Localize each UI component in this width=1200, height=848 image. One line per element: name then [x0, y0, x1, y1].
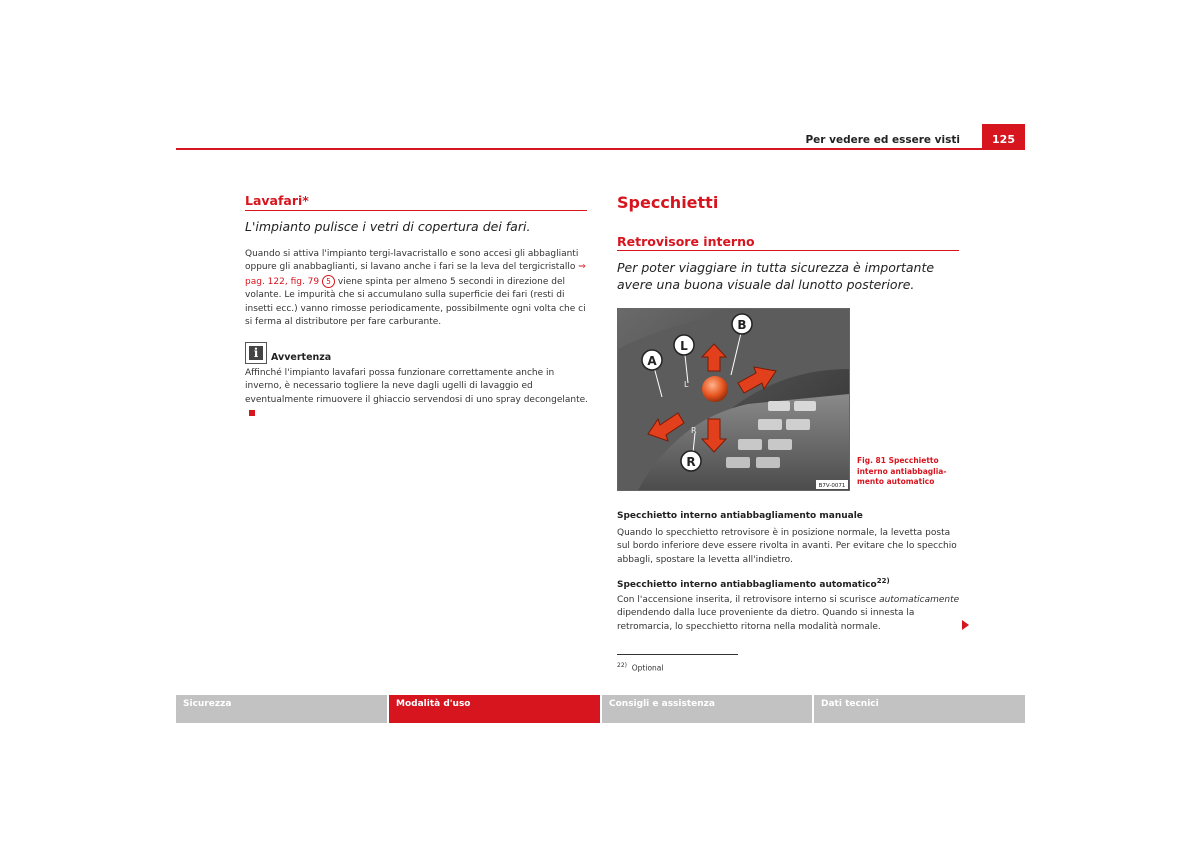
auto-text-italic: automaticamente	[879, 595, 960, 605]
callout-circle: 5	[322, 275, 335, 288]
section-rule-right	[617, 250, 959, 251]
window-switch-7	[726, 457, 750, 468]
window-switch-6	[768, 439, 792, 450]
window-switch-3	[758, 419, 782, 430]
label-r-badge	[681, 451, 701, 471]
figure-caption-line-2: interno antiabbaglia-	[857, 466, 947, 476]
manual-mirror-text: Quando lo specchietto retrovisore è in posizione normale, la levetta posta sul bordo inferiore deve essere rivolta in avanti. Per evitare che lo specchio abbagli, spostare la levetta all'indietro.	[617, 528, 957, 565]
footer-tab-sicurezza[interactable]: Sicurezza	[176, 695, 387, 723]
window-switch-8	[756, 457, 780, 468]
label-a-badge	[642, 350, 662, 370]
footer-tab-dati-tecnici[interactable]: Dati tecnici	[814, 695, 1025, 723]
footnote-rule	[617, 654, 738, 655]
auto-mirror-text	[617, 594, 962, 634]
footnote-text: Optional	[631, 663, 664, 673]
auto-mirror-title-text: Specchietto interno antiabbagliamento automatico	[617, 580, 877, 590]
mirror-illustration	[618, 309, 849, 490]
section-heading-retrovisore: Retrovisore interno	[617, 234, 755, 249]
continue-arrow-icon	[962, 620, 969, 630]
auto-mirror-title	[617, 577, 890, 590]
figure-caption	[857, 456, 946, 488]
mark-l-small: L	[684, 380, 689, 389]
retrovisore-intro: Per poter viaggiare in tutta sicurezza è importante avere una buona visuale dal lunotto posteriore.	[617, 260, 935, 292]
header-rule	[176, 148, 1025, 150]
window-switch-4	[786, 419, 810, 430]
mark-r-small: R	[691, 426, 697, 435]
figure-mirror-controls	[617, 308, 850, 491]
manual-mirror-title: Specchietto interno antiabbagliamento manuale	[617, 511, 863, 521]
warning-text: Affinché l'impianto lavafari possa funzionare correttamente anche in inverno, è necessario togliere la neve dagli ugelli di lavaggio ed eventualmente rimuovere il ghiaccio servendosi di uno spray decongelante.	[245, 368, 589, 405]
auto-text-1: Con l'accensione inserita, il retrovisore interno si scurisce	[617, 595, 880, 605]
lavafari-text-1: Quando si attiva l'impianto tergi-lavacristallo e sono accesi gli abbaglianti oppure gli anabbaglianti, si lavano anche i fari se la leva del tergicristallo	[245, 249, 579, 273]
window-switch-1	[768, 401, 790, 411]
label-a: A	[647, 354, 657, 368]
auto-text-2: dipendendo dalla luce proveniente da dietro. Quando si innesta la retromarcia, lo specchietto ritorna nella modalità normale.	[617, 608, 915, 632]
section-rule	[245, 210, 587, 211]
window-switch-2	[794, 401, 816, 411]
page-number: 125	[982, 124, 1025, 150]
warning-body	[245, 367, 590, 421]
label-l: L	[680, 339, 688, 353]
label-l-badge	[674, 335, 694, 355]
chapter-heading-specchietti: Specchietti	[617, 193, 719, 212]
end-of-section-icon	[249, 410, 255, 416]
section-heading-lavafari: Lavafari*	[245, 193, 309, 208]
section-intro: L'impianto pulisce i vetri di copertura dei fari.	[245, 219, 531, 234]
footnote-number: 22)	[617, 662, 627, 669]
info-icon-glyph: i	[249, 346, 263, 360]
page-reference-link[interactable]: ⇒ pag. 122, fig. 79	[245, 262, 586, 287]
label-r: R	[686, 455, 696, 469]
lavafari-body	[245, 248, 590, 329]
mirror-knob	[702, 376, 728, 402]
footer-tab-consigli[interactable]: Consigli e assistenza	[602, 695, 812, 723]
warning-title: Avvertenza	[271, 352, 332, 363]
label-b-badge	[732, 314, 752, 334]
lavafari-text-2: viene spinta per almeno 5 secondi in direzione del volante. Le impurità che si accumulano sulla superficie dei fari (resti di insetti ecc.) vanno rimosse periodicamente, possibilmente ogni volta che ci si ferma al distributore per fare carburante.	[245, 276, 586, 328]
figure-caption-line-3: mento automatico	[857, 477, 935, 486]
footer-tab-modalita-uso[interactable]: Modalità d'uso	[389, 695, 600, 723]
label-b: B	[737, 318, 747, 332]
window-switch-5	[738, 439, 762, 450]
figure-caption-line-1: Fig. 81 Specchietto	[857, 456, 939, 465]
info-icon	[245, 342, 267, 364]
footnote	[617, 662, 663, 673]
footnote-ref: 22)	[876, 577, 890, 585]
running-header-title: Per vedere ed essere visti	[805, 134, 960, 146]
figure-code: B7V-0071	[818, 483, 846, 489]
